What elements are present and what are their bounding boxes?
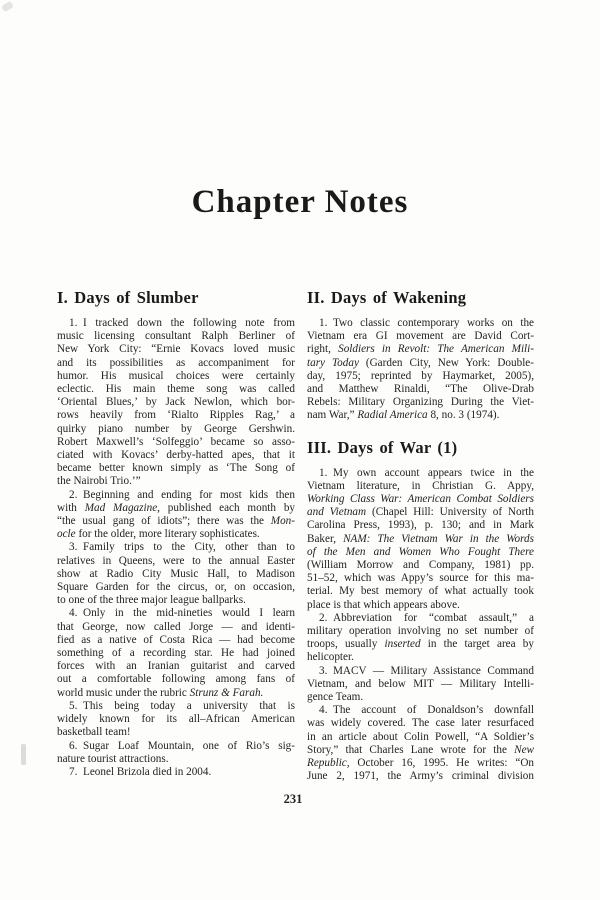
note-line: Story,” that Charles Lane wrote for the New	[307, 743, 534, 756]
note-line: ciated with Kovacs’ derby-hatted apes, that it	[57, 449, 295, 462]
note	[307, 612, 534, 665]
note-line: (William Morrow and Company, 1981) pp.	[307, 559, 534, 572]
note-line: 4. Only in the mid-nineties would I learn	[69, 607, 295, 620]
note-line: humor. His musical choices were certainly	[57, 369, 295, 382]
note-line: Vietnam, and below MIT — Military Intelli-	[307, 677, 534, 690]
scan-artifact	[1, 1, 14, 13]
note-line: Baker, NAM: The Vietnam War in the Words	[307, 532, 534, 545]
note-line: and its possibilities as accompaniment for	[57, 356, 295, 369]
note-line: rows heavily from ‘Rialto Ripples Rag,’ a	[57, 409, 295, 422]
note-line: 4. The account of Donaldson’s downfall	[319, 704, 534, 717]
note-line: 1. My own account appears twice in the	[319, 466, 534, 479]
note-line: world music under the rubric Strunz & Farah.	[57, 686, 264, 699]
note-line: Vietnam literature, in Christian G. Appy,	[307, 479, 534, 492]
note-line: the Nairobi Trio.’”	[57, 475, 141, 488]
note-line: eclectic. His main theme song was called	[57, 383, 295, 396]
note	[307, 467, 534, 612]
note-line: terial. My best memory of what actually took	[307, 585, 534, 598]
note-line: Robert Maxwell’s ‘Solfeggio’ became so asso-	[57, 435, 295, 448]
note	[57, 700, 295, 740]
note-line: 5. This being today a university that is	[69, 699, 295, 712]
page-title: Chapter Notes	[191, 184, 409, 220]
note-line: place is that which appears above.	[307, 598, 460, 611]
note-line: tary Today (Garden City, New York: Double-	[307, 356, 534, 369]
note-line: Carolina Press, 1993), p. 130; and in Mark	[307, 519, 534, 532]
note-line: nature tourist attractions.	[57, 752, 169, 765]
section-heading: III. Days of War (1)	[307, 437, 458, 457]
note-line: that George, now called Jorge — and identi-	[57, 620, 295, 633]
note-line: with Mad Magazine, published each month by	[57, 501, 295, 514]
note-line: widely known for its all–African American	[57, 713, 295, 726]
note-line: relatives in Queens, were to the annual Easter	[57, 554, 295, 567]
note-line: out a comfortable following among fans of	[57, 673, 295, 686]
note-line: 1. I tracked down the following note from	[69, 317, 295, 329]
note-line: 51–52, which was Appy’s source for this ma-	[307, 572, 534, 585]
note-line: Vietnam era GI movement are David Cort-	[307, 330, 534, 343]
note-line: of the Men and Women Who Fought There	[307, 545, 534, 558]
note-line: show at Radio City Music Hall, to Madison	[57, 567, 295, 580]
note-line: June 2, 1971, the Army’s criminal division	[307, 770, 534, 783]
note-line: was widely covered. The case later resurfaced	[307, 717, 534, 730]
section-heading: I. Days of Slumber	[57, 288, 199, 307]
note-line: quirky piano number by George Gershwin.	[57, 422, 295, 435]
note-line: 1. Two classic contemporary works on the	[319, 317, 534, 329]
note-line: 3. Family trips to the City, other than to	[69, 541, 295, 554]
note-line: helicopter.	[307, 651, 354, 664]
left-column	[57, 288, 295, 784]
note	[57, 607, 295, 699]
section-heading: II. Days of Wakening	[307, 288, 467, 307]
note-line: in an article about Colin Powell, “A Soldier’s	[307, 730, 534, 743]
note-line: basketball team!	[57, 726, 131, 739]
note	[57, 489, 295, 542]
note-line: Square Garden for the circus, or, on occasion,	[57, 581, 295, 594]
note-line: music licensing consultant Ralph Berliner of	[57, 330, 295, 343]
note-line: forces with an Iranian guitarist and carved	[57, 660, 295, 673]
note-line: and Vietnam (Chapel Hill: University of North	[307, 506, 534, 519]
note	[307, 317, 534, 423]
note	[57, 740, 295, 766]
note-line: 2. Abbreviation for “combat assault,” a	[319, 611, 534, 624]
scan-artifact	[21, 744, 26, 765]
right-column	[307, 288, 534, 784]
note-line: gence Team.	[307, 691, 364, 704]
note	[57, 541, 295, 607]
note-line: 2. Beginning and ending for most kids then	[69, 488, 295, 501]
note-line: 7. Leonel Brizola died in 2004.	[69, 765, 212, 778]
note-line: ‘Oriental Blues,’ by Jack Newlon, which bor-	[57, 396, 295, 409]
note-line: day, 1975; reprinted by Haymarket, 2005),	[307, 369, 534, 382]
note-line: to one of the three major league ballparks.	[57, 594, 246, 607]
note-line: nam War,” Radial America 8, no. 3 (1974).	[307, 409, 500, 422]
note-line: military operation involving no set number of	[307, 625, 534, 638]
note-line: and Matthew Rinaldi, “The Olive-Drab	[307, 383, 534, 396]
note-line: 3. MACV — Military Assistance Command	[319, 664, 534, 677]
note	[307, 704, 534, 783]
note-line: ocle for the older, more literary sophisticates.	[57, 528, 260, 541]
note-line: New York City: “Ernie Kovacs loved music	[57, 343, 295, 356]
note-line: right, Soldiers in Revolt: The American Mili-	[307, 343, 534, 356]
note-line: “the usual gang of idiots”; there was the Mon-	[57, 515, 295, 528]
note-line: Republic, October 16, 1995. He writes: “On	[307, 757, 534, 770]
note-line: became better known simply as ‘The Song of	[57, 462, 295, 475]
page-number: 231	[283, 792, 303, 806]
note-line: something of a recording star. He had joined	[57, 647, 295, 660]
note	[57, 317, 295, 489]
note-line: 6. Sugar Loaf Mountain, one of Rio’s sig-	[69, 739, 295, 752]
note-line: fied as a native of Costa Rica — had become	[57, 633, 295, 646]
note-line: Working Class War: American Combat Soldiers	[307, 493, 534, 506]
note-line: Rebels: Military Organizing During the Viet-	[307, 396, 534, 409]
note	[57, 766, 295, 779]
note	[307, 665, 534, 705]
notes-columns	[57, 288, 534, 784]
note-line: troops, usually inserted in the target area by	[307, 638, 534, 651]
